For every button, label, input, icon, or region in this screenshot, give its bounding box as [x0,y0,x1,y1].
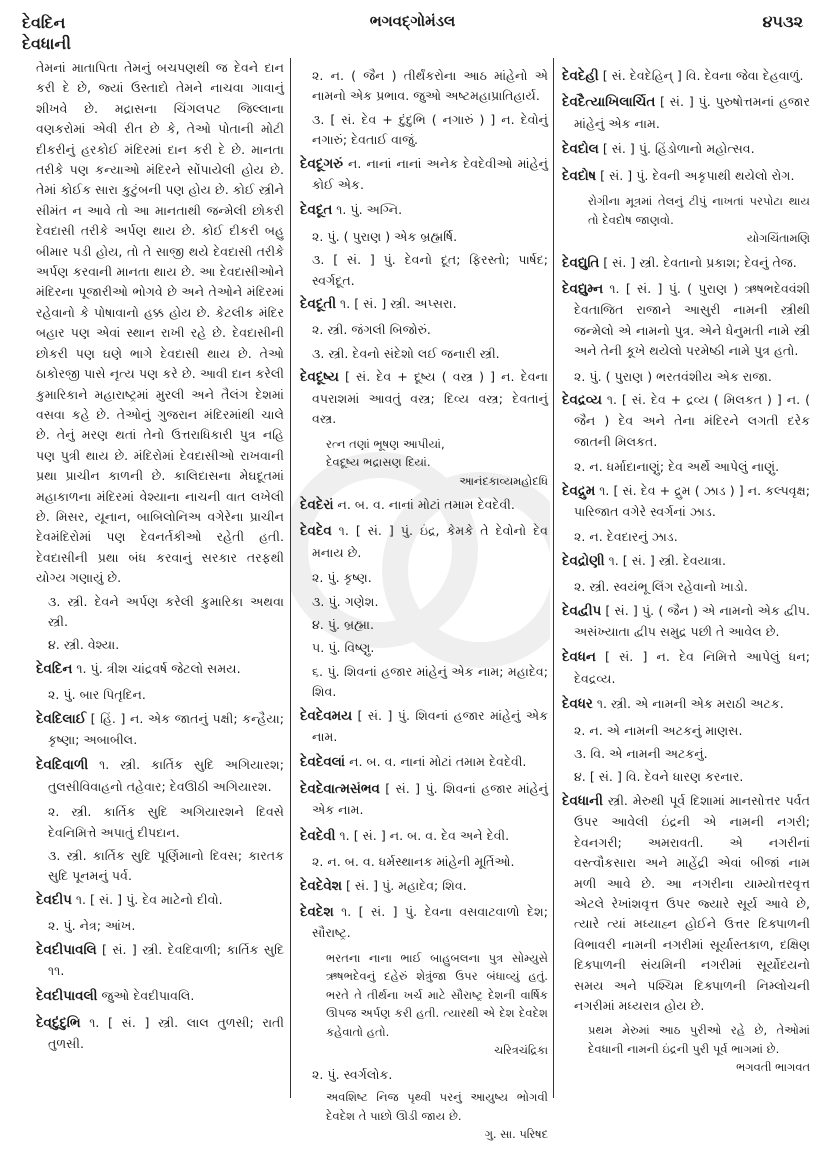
entry-definition: [ સં. દેવદેહિન્ ] વિ. દેવના જેવા દેહવાળું. [602,68,804,83]
entry-sense: ૨. પું. નેત્ર; આંખ. [48,918,136,934]
entry-headword: દેવદૂગરું [300,156,343,172]
entry-headword: દેવદિવાળી [36,758,89,774]
entry-sense: ૫. પું. વિષ્ણુ. [312,640,375,656]
citation-quote [300,949,548,1060]
quote-line: ભરતના નાના ભાઈ બાહુબલના પુત્ર સોમ્યુસે ઋષભદેવનું દહેરું શેત્રુંજા ઉપર બંધાવ્યું હતું. ભરતે તે તીર્થના ખર્ચ માટે સૌરાષ્ટ્ર દેશની વાર્ષિક ઊપજ અર્પણ કરી હતી. ત્યારથી એ દેશ દેવદેશ કહેવાતો હતો. [326,950,548,1039]
entry-sense: ૩. પું. ગણેશ. [312,593,379,609]
quote-source: આનંદકાવ્યમહોદધિ [459,473,548,488]
entry-sense: ૪. સ્ત્રી. વેશ્યા. [48,637,120,653]
entry-headword: દેવદૂતી [300,297,337,313]
dictionary-entry [562,481,810,523]
entry-definition: ૧. સ્ત્રી. એ નામની એક મરાઠી અટક. [596,696,784,712]
entry-definition: ૧. [ સં. ] સ્ત્રી. દેવયાત્રા. [608,552,726,568]
entry-sense: ૩. [ સં. દેવ + દુંદુભિ ( નગારું ) ] ન. દેવોનું નગારું; દેવતાઈ વાજું. [312,111,548,148]
entry-definition: [ સં. ] પું. શિવનાં હજાર માંહેનું એક નામ. [312,780,548,818]
entry-sense: ૪. [ સં. ] વિ. દેવને ધારણ કરનાર. [574,769,744,785]
quote-source: ગુ. સા. પરિષદ [484,1127,548,1142]
entry-sense: ૨. સ્ત્રી. કાર્તિક સુદિ અગિયારશને દિવસે દેવનિમિત્તે અપાતું દીપદાન. [48,804,284,840]
dictionary-entry [300,779,548,821]
entry-sense: ૨. ન. ધર્માદાનાણું; દેવ અર્થે આપેલું નાણું. [574,459,780,475]
entry-headword: દેવદ્રોણી [562,553,605,569]
entry-definition: ૧. [ સં. દેવ + દ્રવ્ય ( મિલકત ) ] ન. ( જૈન ) દેવ અને તેના મંદિરને લગતી દરેક જાતની મિલકત. [574,391,810,449]
dictionary-entry [36,1013,284,1055]
entry-continuation: તેમનાં માતાપિતા તેમનું બચપણથી જ દેવને દાન કરી દે છે, જ્યાં ઉસ્તાદો તેમને નાચવા ગાવાનું શીખવે છે. મદ્રાસના ચિંગલપટ જિલ્લાના વણકરોમાં એવી રીત છે કે, તેઓ પોતાની મોટી દીકરીનું હરકોઈ મંદિરમાં દાન કરી દે છે. માનતા તરીકે પણ કન્યાઓ મંદિરને સોંપાયેલી હોય છે. તેમાં કોઈક સારા કુટુંબની પણ હોય છે. કોઈ સ્ત્રીને સીમંત ન આવે તો આ માનતાથી જન્મેલી છોકરી દેવદાસી તરીકે અર્પણ થાય છે. કોઈ દીકરી બહુ બીમાર પડી હોય, તો તે સાજી થયે દેવદાસી તરીકે અર્પણ કરવાની માનતા થાય છે. આ દેવદાસીઓને મંદિરના પૂજારીઓ ભોગવે છે અને તેઓને મંદિરમાં રહેવાનો કે પોષાવાનો હક્ક હોય છે. કેટલીક મંદિર બહાર પણ એવાં સ્થાન રાખી રહે છે. દેવદાસીની છોકરી પણ ઘણે ભાગે દેવદાસી થાય છે. તેઓ ઠાકોરજી પાસે નૃત્ય પણ કરે છે. આવી દાન કરેલી કુમારિકાને મહારાષ્ટ્રમાં મુરલી અને તૈલંગ દેશમાં વસવા કહે છે. તેઓનું ગુજરાન મંદિરમાંથી ચાલે છે. તેનું મરણ થતાં તેનો ઉત્તરાધિકારી પુત્ર નહિ પણ પુત્રી થાય છે. મંદિરોમાં દેવદાસીઓ રાખવાની પ્રથા પ્રાચીન કાળની છે. કાલિદાસના મેઘદૂતમાં મહાકાળના મંદિરમાં વેશ્યાના નાચની વાત લખેલી છે. મિસર, યૂનાન, બાબિલોનિઅ વગેરેના પ્રાચીન દેવમંદિરોમાં પણ દેવનર્તકીઓ રહેતી હતી. દેવદાસીની પ્રથા બંધ કરવાનું સરકાર તરફથી યોગ્ય ગણાયું છે. [36,60,284,586]
dictionary-entry [562,279,810,362]
entry-definition: ૧. પું. ત્રીશ ચાંદ્રવર્ષ જેટલો સમય. [76,660,241,676]
dictionary-entry [562,390,810,452]
quote-source: ભગવતી ભાગવત [736,1060,810,1075]
dictionary-entry [300,294,548,315]
entry-headword: દેવદેવેશ [300,878,342,894]
quote-line: રત્ન તણાં ભૂષણ આપીયાં, [326,436,445,451]
entry-headword: દેવદીપાવલિ [36,942,97,958]
citation-quote [562,192,810,248]
entry-sense: ૨. સ્ત્રી. જંગલી બિજોરું. [312,322,431,338]
entry-definition: જુઓ દેવદીપાવલિ. [101,988,195,1004]
entry-definition: ૧. [ સં. દેવ + દ્રુમ ( ઝાડ ) ] ન. કલ્પવૃક્ષ; પારિજાત વગેરે સ્વર્ગનાં ઝાડ. [574,482,810,519]
dictionary-entry [562,92,810,134]
entry-headword: દેવદેવાત્મસંભવ [300,781,380,797]
dictionary-entry [36,709,284,751]
column-2 [300,66,548,1149]
entry-headword: દેવદિલાઈ [36,711,87,727]
column-divider [553,58,554,1098]
entry-sense: ૨. પું. સ્વર્ગલોક. [312,1066,393,1082]
citation-quote [300,1088,548,1144]
dictionary-entry [562,647,810,689]
entry-headword: દેવદ્રુમ [562,483,596,499]
entry-headword: દેવદીપ [36,892,72,908]
dictionary-entry [300,154,548,196]
entry-headword: દેવદેહી [562,69,599,84]
column-1 [36,58,284,1060]
entry-definition: ૧. સ્ત્રી. કાર્તિક સુદિ અગિયારશ; તુલસીવિવાહનો તહેવાર; દેવઊઠી અગિયારશ. [48,757,284,794]
dictionary-entry [300,826,548,847]
entry-definition: ન. બ. વ. નાનાં મોટાં તમામ દેવદેવી. [349,754,527,770]
entry-headword: દેવદ્રવ્ય [562,392,602,408]
entry-headword: દેવદોષ [562,168,597,184]
entry-definition: [ સં. ] ન. દેવ નિમિત્તે આપેલું ધન; દેવદ્રવ્ય. [574,649,810,686]
entry-definition: ૧. [ સં. ] પું. દેવના વસવાટવાળો દેશ; સૌરાષ્ટ્ર. [312,903,548,941]
entry-sense: ૨. સ્ત્રી. સ્વયંભૂ લિંગ રહેવાનો ખાડો. [574,579,748,595]
entry-headword: દેવદૂષ્ય [300,370,339,386]
entry-definition: [ હિં. ] ન. એક જાતનું પક્ષી; કન્હૈયા; કૃષ્ણા; અબાબીલ. [48,710,284,747]
dictionary-entry [300,367,548,429]
entry-definition: ૧. [ સં. ] પું. ( પુરાણ ) ઋષભદેવવંશી દેવતાજિત રાજાને આસુરી નામની સ્ત્રીથી જન્મેલો એ નામનો પુત્ર. એને ધેનુમતી નામે સ્ત્રી અને તેની કૂખે થયેલો પરમેષ્ઠી નામે પુત્ર હતો. [574,280,810,359]
entry-definition: [ સં. ] સ્ત્રી. દેવદિવાળી; કાર્તિક સુદિ ૧૧. [48,941,284,979]
entry-definition: [ સં. ] પું. મહાદેવ; શિવ. [346,877,467,893]
dictionary-entry [300,706,548,748]
entry-definition: ન. બ. વ. નાનાં મોટાં તમામ દેવદેવી. [337,497,515,512]
entry-sense: ૨. ન. દેવદારનું ઝાડ. [574,529,678,545]
entry-definition: ૧. [ સં. ] સ્ત્રી. અપ્સરા. [340,296,457,312]
entry-definition: [ સં. ] સ્ત્રી. દેવતાનો પ્રકાશ; દેવનું તેજ. [603,254,797,270]
entry-definition: [ સં. દેવ + દૂષ્ય ( વસ્ત્ર ) ] ન. દેવના વપરાશમાં આવતું વસ્ત્ર; દિવ્ય વસ્ત્ર; દેવતાનું વસ્ત્ર. [312,369,549,427]
entry-definition: [ સં. ] પું. દેવની અકૃપાથી થયેલો રોગ. [600,167,795,183]
dictionary-entry [562,551,810,572]
entry-headword: દેવદોલ [562,142,599,158]
dictionary-entry [562,139,810,160]
dictionary-entry [562,253,810,274]
entry-headword: દેવદ્વીપ [562,603,602,619]
entry-sense: ૨. ન. બ. વ. ધર્મસ્થાનક માંહેની મૂર્તિઓ. [312,854,515,870]
dictionary-entry [562,694,810,715]
entry-sense: ૬. પું. શિવનાં હજાર માંહેનું એક નામ; મહાદેવ; શિવ. [312,663,548,700]
entry-sense: ૩. વિ. એ નામની અટકનું. [574,746,708,762]
page-title: ભગવદ્ગોમંડલ [369,12,456,30]
quote-source: યોગચિંતામણિ [746,231,810,246]
entry-sense: ૨. ન. એ નામની અટકનું માણસ. [574,722,743,738]
entry-sense: ૩. સ્ત્રી. દેવને અર્પણ કરેલી કુમારિકા અથવા સ્ત્રી. [48,593,284,629]
entry-headword: દેવદેવ [300,524,332,540]
column-divider [290,58,291,1098]
entry-sense: ૩. સ્ત્રી. કાર્તિક સુદિ પૂર્ણિમાનો દિવસ; કારતક સુદિ પૂનમનું પર્વ. [48,848,284,884]
entry-sense: ૨. પું. કૃષ્ણ. [312,570,372,586]
entry-headword: દેવદીપાવલી [36,989,98,1005]
entry-sense: ૨. ન. ( જૈન ) તીર્થંકરોના આઠ માંહેનો એ નામનો એક પ્રભાવ. જુઓ અષ્ટમહાપ્રાતિહાર્ય. [312,68,548,104]
entry-sense: ૨. પું. ( પુરાણ ) એક બ્રહ્મર્ષિ. [312,228,458,244]
entry-definition: [ સં. ] પું. ( જૈન ) એ નામનો એક દ્વીપ. અસંખ્યાતા દ્વીપ સમુદ્ર પછી તે આવેલ છે. [574,602,810,640]
entry-definition: સ્ત્રી. મેરુથી પૂર્વ દિશામાં માનસોત્તર પર્વત ઉપર આવેલી ઇંદ્રની એ નામની નગરી; દેવનગરી; અમરાવતી. એ નગરીનાં વસ્ત્વૌકસારા અને માહેંદ્રી એવાં બીજાં નામ મળી આવે છે. આ નગરીના યામ્યોત્તરવૃત્ત એટલે રેખાંશવૃત્ત ઉપર જ્યારે સૂર્ય આવે છે, ત્યારે ત્યાં મધ્યાહ્ન હોઈને ઉત્તર દિક્પાળની વિભાવરી નામની નગરીમાં સૂર્યાસ્તકાળ, દક્ષિણ દિક્પાળની સંયમિની નગરીમાં સૂર્યોદયનો સમય અને પશ્ચિમ દિક્પાળની નિમ્લોચની નગરીમાં મધ્યરાત્ર હોય છે. [574,792,810,1013]
entry-headword: દેવદ્યુતિ [562,255,600,271]
entry-sense: ૨. પું. બાર પિતૃદિન. [48,687,146,703]
quote-line: રોગીના મૂત્રમાં તેલનું ટીપું નાખતાં પરપોટા થાય તો દેવદોષ જાણવો. [588,194,810,227]
entry-sense: ૩. [ સં. ] પું. દેવનો દૂત; ફિરસ્તો; પાર્ષદ; સ્વર્ગદૂત. [312,252,548,288]
dictionary-entry [36,940,284,982]
entry-headword: દેવદેવલાં [300,755,346,771]
entry-definition: ૧. [ સં. ] પું. ઇંદ્ર, કેમકે તે દેવોનો દેવ મનાય છે. [312,523,548,560]
entry-definition: [ સં. ] પું. હિંડોળાનો મહોત્સવ. [602,141,755,157]
entry-headword: દેવદૈત્યાખિલાર્ચિત [562,95,656,111]
quote-source: ચરિત્રચંદ્રિકા [494,1043,548,1058]
entry-headword: દેવધન [562,650,596,666]
dictionary-entry [300,876,548,897]
column-3 [562,66,810,1082]
entry-definition: ૧. [ સં. ] સ્ત્રી. લાલ તુળસી; રાતી તુળસી. [48,1014,284,1052]
entry-definition: ૧. [ સં. ] પું. દેવ માટેનો દીવો. [75,891,223,907]
guide-word-first: દેવદિન [22,13,66,32]
dictionary-entry [300,200,548,221]
entry-definition: [ સં. ] પું. પુરુષોત્તમનાં હજાર માંહેનું એક નામ. [574,94,810,131]
dictionary-entry [300,902,548,944]
dictionary-entry [36,659,284,680]
dictionary-entry [36,755,284,797]
entry-headword: દેવદૂત [300,203,333,219]
entry-headword: દેવદ્યુમ્ન [562,281,604,297]
entry-headword: દેવદેવી [300,828,336,844]
citation-quote [562,1021,810,1077]
entry-headword: દેવધર [562,697,593,713]
dictionary-entry [300,752,548,773]
dictionary-entry [300,521,548,563]
entry-sense: ૪. પું. બ્રહ્મા. [312,617,374,633]
citation-quote [300,435,548,491]
entry-sense: ૨. પું. ( પુરાણ ) ભરતવંશીય એક રાજા. [574,368,772,384]
dictionary-entry [562,601,810,643]
entry-headword: દેવદેશ [300,904,334,920]
dictionary-entry [300,495,548,516]
entry-definition: ૧. પું. અગ્નિ. [336,202,403,218]
quote-line: પ્રથમ મેરુમાં આઠ પુરીઓ રહે છે, તેઓમાં દેવધાની નામની ઇંદ્રની પુરી પૂર્વ ભાગમાં છે. [588,1023,810,1056]
entry-sense: ૩. સ્ત્રી. દેવનો સંદેશો લઈ જનારી સ્ત્રી. [312,345,500,361]
dictionary-entry [562,166,810,187]
entry-headword: દેવદેરાં [300,498,334,513]
entry-headword: દેવદુંદુભિ [36,1015,81,1031]
entry-definition: ૧. [ સં. ] ન. બ. વ. દેવ અને દેવી. [339,827,510,843]
quote-line: અવશિષ્ટ નિજ પૃથ્વી પરનું આયુષ્ય ભોગવી દેવદેશ તે પાછો ઊડી જાય છે. [326,1090,548,1123]
dictionary-entry [36,986,284,1007]
dictionary-entry [562,66,810,87]
quote-line: દેવદૂષ્ય ભદ્રાસણ દિયાં. [326,455,431,469]
entry-definition: [ સં. ] પું. શિવનાં હજાર માંહેનું એક નામ. [312,707,548,745]
entry-headword: દેવદેવમય [300,708,353,724]
dictionary-entry [36,890,284,911]
page-number: ૪૫૩૨ [762,12,803,31]
guide-word-last: દેવધાની [22,34,71,53]
entry-definition: ન. નાનાં નાનાં અનેક દેવદેવીઓ માંહેનું કોઈ એક. [312,155,548,193]
entry-headword: દેવધાની [562,793,603,809]
entry-headword: દેવદિન [36,661,73,677]
dictionary-entry [562,791,810,1016]
